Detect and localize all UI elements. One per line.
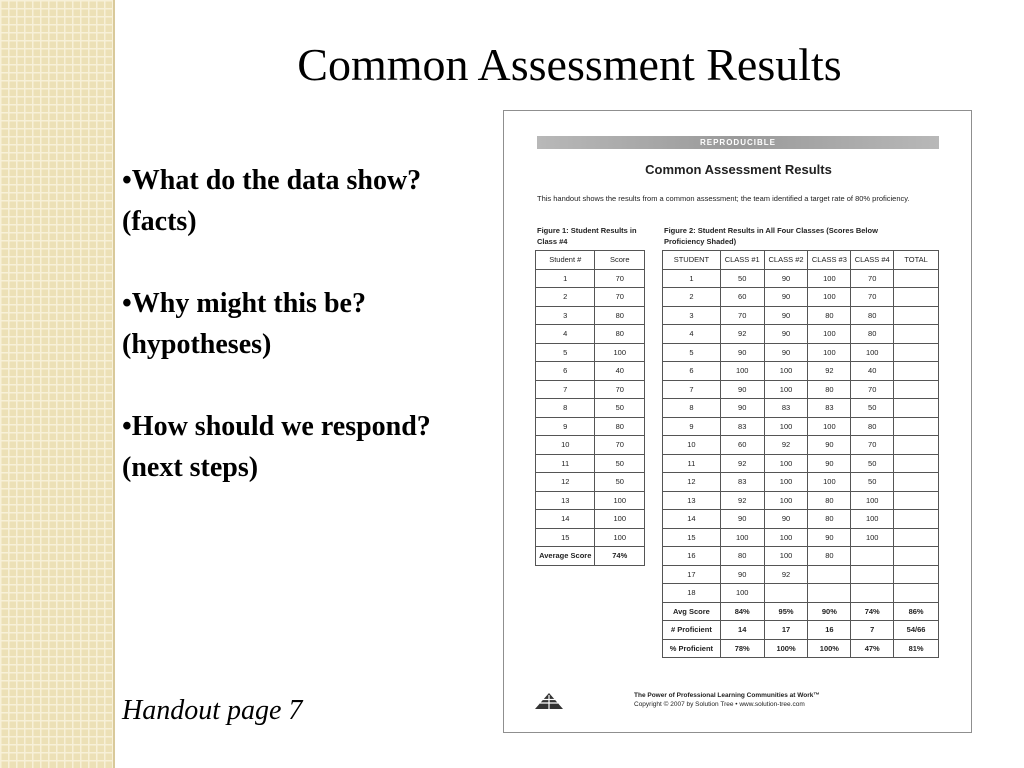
table-cell: 5 bbox=[663, 343, 721, 362]
table-cell: 80 bbox=[808, 306, 851, 325]
handout-page-note: Handout page 7 bbox=[122, 695, 303, 726]
table-cell bbox=[894, 473, 939, 492]
summary-cell: Average Score bbox=[536, 547, 595, 566]
table-row bbox=[663, 343, 939, 362]
table-cell: 8 bbox=[663, 399, 721, 418]
table-row bbox=[536, 325, 645, 344]
table-cell: 100 bbox=[764, 362, 808, 381]
table-cell: 90 bbox=[764, 343, 808, 362]
table-cell bbox=[808, 565, 851, 584]
table-cell: 15 bbox=[663, 528, 721, 547]
bullet-list bbox=[122, 160, 452, 529]
summary-cell: 14 bbox=[720, 621, 764, 640]
column-header: CLASS #3 bbox=[808, 251, 851, 270]
table-cell: 90 bbox=[720, 399, 764, 418]
table-cell: 50 bbox=[851, 473, 894, 492]
table-row bbox=[536, 343, 645, 362]
table-cell: 1 bbox=[536, 269, 595, 288]
summary-cell: 74% bbox=[851, 602, 894, 621]
table-cell: 100 bbox=[764, 454, 808, 473]
table-cell: 100 bbox=[764, 491, 808, 510]
table-cell: 4 bbox=[536, 325, 595, 344]
table-cell: 92 bbox=[764, 436, 808, 455]
column-header: CLASS #1 bbox=[720, 251, 764, 270]
table-cell: 90 bbox=[764, 325, 808, 344]
table-row bbox=[663, 565, 939, 584]
table-cell bbox=[894, 528, 939, 547]
decorative-side-band bbox=[0, 0, 113, 768]
table-row bbox=[536, 417, 645, 436]
table-cell bbox=[894, 362, 939, 381]
table-cell: 50 bbox=[595, 473, 645, 492]
table-cell bbox=[808, 584, 851, 603]
table-cell: 2 bbox=[663, 288, 721, 307]
summary-cell: 100% bbox=[764, 639, 808, 658]
table-cell: 80 bbox=[595, 417, 645, 436]
table-cell: 100 bbox=[808, 325, 851, 344]
handout-title: Common Assessment Results bbox=[645, 162, 832, 177]
table-cell: 100 bbox=[764, 380, 808, 399]
bullet-facts: •What do the data show? (facts) bbox=[122, 165, 422, 237]
figure2-caption: Figure 2: Student Results in All Four Classes (Scores Below Proficiency Shaded) bbox=[664, 226, 878, 246]
table-cell: 11 bbox=[663, 454, 721, 473]
summary-cell: 100% bbox=[808, 639, 851, 658]
table-cell: 40 bbox=[851, 362, 894, 381]
table-cell bbox=[851, 547, 894, 566]
table-cell: 80 bbox=[808, 491, 851, 510]
column-header: Score bbox=[595, 251, 645, 270]
table-cell: 3 bbox=[536, 306, 595, 325]
table-cell: 6 bbox=[663, 362, 721, 381]
table-cell bbox=[894, 269, 939, 288]
table-cell: 10 bbox=[536, 436, 595, 455]
table-cell: 90 bbox=[764, 288, 808, 307]
table-row bbox=[536, 454, 645, 473]
table-cell: 90 bbox=[764, 306, 808, 325]
table-cell: 100 bbox=[720, 584, 764, 603]
table-cell: 8 bbox=[536, 399, 595, 418]
table-cell: 80 bbox=[808, 380, 851, 399]
table-cell bbox=[851, 565, 894, 584]
summary-cell: 86% bbox=[894, 602, 939, 621]
table-row bbox=[663, 306, 939, 325]
table-cell: 70 bbox=[851, 436, 894, 455]
handout-image bbox=[503, 110, 972, 733]
table-cell: 100 bbox=[595, 491, 645, 510]
table-cell: 80 bbox=[595, 325, 645, 344]
table-cell: 80 bbox=[720, 547, 764, 566]
table-cell: 80 bbox=[808, 510, 851, 529]
publisher-line1: The Power of Professional Learning Communities at Work™ bbox=[634, 692, 820, 699]
table-row bbox=[536, 491, 645, 510]
table-cell: 3 bbox=[663, 306, 721, 325]
table-row bbox=[663, 436, 939, 455]
table-cell: 13 bbox=[536, 491, 595, 510]
table-row bbox=[536, 473, 645, 492]
table-cell: 92 bbox=[808, 362, 851, 381]
table-cell: 100 bbox=[851, 491, 894, 510]
table-row bbox=[663, 491, 939, 510]
table-cell bbox=[894, 288, 939, 307]
table-cell: 70 bbox=[720, 306, 764, 325]
table-row bbox=[536, 269, 645, 288]
table-cell: 100 bbox=[595, 528, 645, 547]
table-cell: 70 bbox=[851, 288, 894, 307]
summary-row bbox=[663, 621, 939, 640]
table-cell: 1 bbox=[663, 269, 721, 288]
table-row bbox=[663, 399, 939, 418]
table-cell: 100 bbox=[720, 528, 764, 547]
table-cell: 50 bbox=[851, 399, 894, 418]
table-cell bbox=[894, 510, 939, 529]
table-cell: 70 bbox=[851, 380, 894, 399]
table-row bbox=[663, 454, 939, 473]
table-cell: 92 bbox=[720, 325, 764, 344]
table-row bbox=[663, 417, 939, 436]
table-cell: 9 bbox=[663, 417, 721, 436]
publisher-tree-icon bbox=[534, 692, 564, 712]
table-cell: 90 bbox=[720, 510, 764, 529]
table-cell: 83 bbox=[808, 399, 851, 418]
table-row bbox=[663, 380, 939, 399]
table-cell: 50 bbox=[595, 399, 645, 418]
table-cell: 9 bbox=[536, 417, 595, 436]
table-row bbox=[663, 584, 939, 603]
table-cell: 15 bbox=[536, 528, 595, 547]
table-cell bbox=[894, 399, 939, 418]
table-cell: 92 bbox=[720, 454, 764, 473]
column-header: Student # bbox=[536, 251, 595, 270]
column-header: STUDENT bbox=[663, 251, 721, 270]
table-cell: 100 bbox=[595, 343, 645, 362]
table-cell: 50 bbox=[720, 269, 764, 288]
table-cell: 92 bbox=[720, 491, 764, 510]
summary-cell: 78% bbox=[720, 639, 764, 658]
summary-cell: 95% bbox=[764, 602, 808, 621]
table-row bbox=[536, 510, 645, 529]
table-row bbox=[663, 528, 939, 547]
summary-row bbox=[536, 547, 645, 566]
table-cell: 100 bbox=[764, 528, 808, 547]
slide-title: Common Assessment Results bbox=[297, 39, 842, 90]
table-row bbox=[536, 436, 645, 455]
table-cell: 100 bbox=[851, 343, 894, 362]
table-cell: 70 bbox=[851, 269, 894, 288]
table-cell: 4 bbox=[663, 325, 721, 344]
table-cell: 60 bbox=[720, 436, 764, 455]
table-cell: 92 bbox=[764, 565, 808, 584]
publisher-credit bbox=[634, 691, 820, 709]
table-cell: 90 bbox=[808, 436, 851, 455]
summary-cell: 54/66 bbox=[894, 621, 939, 640]
table-cell bbox=[764, 584, 808, 603]
table-cell: 13 bbox=[663, 491, 721, 510]
table-cell: 100 bbox=[720, 362, 764, 381]
table-row bbox=[536, 306, 645, 325]
figure1-caption: Figure 1: Student Results in Class #4 bbox=[537, 226, 637, 246]
table-cell: 83 bbox=[764, 399, 808, 418]
table-cell: 14 bbox=[663, 510, 721, 529]
table-cell: 100 bbox=[851, 528, 894, 547]
table-cell: 60 bbox=[720, 288, 764, 307]
table-cell: 70 bbox=[595, 436, 645, 455]
table-cell: 90 bbox=[720, 565, 764, 584]
summary-cell: Avg Score bbox=[663, 602, 721, 621]
table-cell bbox=[851, 584, 894, 603]
summary-cell: 84% bbox=[720, 602, 764, 621]
table-row bbox=[663, 269, 939, 288]
table-cell: 90 bbox=[720, 380, 764, 399]
table-cell: 16 bbox=[663, 547, 721, 566]
table-cell: 12 bbox=[663, 473, 721, 492]
table-cell bbox=[894, 325, 939, 344]
table-cell: 50 bbox=[595, 454, 645, 473]
table-cell: 50 bbox=[851, 454, 894, 473]
table-row bbox=[663, 473, 939, 492]
table-cell: 70 bbox=[595, 269, 645, 288]
table-cell: 100 bbox=[595, 510, 645, 529]
summary-cell: 90% bbox=[808, 602, 851, 621]
table-cell bbox=[894, 584, 939, 603]
summary-cell: % Proficient bbox=[663, 639, 721, 658]
table-header-row bbox=[663, 251, 939, 270]
table-cell: 100 bbox=[808, 417, 851, 436]
bullet-hypotheses: •Why might this be? (hypotheses) bbox=[122, 288, 366, 360]
table-cell: 100 bbox=[764, 417, 808, 436]
table-cell: 100 bbox=[808, 269, 851, 288]
table-cell: 100 bbox=[808, 473, 851, 492]
table-row bbox=[663, 362, 939, 381]
summary-cell: 17 bbox=[764, 621, 808, 640]
table-header-row bbox=[536, 251, 645, 270]
summary-cell: # Proficient bbox=[663, 621, 721, 640]
summary-cell: 47% bbox=[851, 639, 894, 658]
side-band-edge bbox=[113, 0, 115, 768]
table-cell: 80 bbox=[851, 325, 894, 344]
table-row bbox=[663, 510, 939, 529]
table-cell bbox=[894, 436, 939, 455]
table-cell: 90 bbox=[808, 528, 851, 547]
table-row bbox=[663, 288, 939, 307]
table-cell: 80 bbox=[851, 306, 894, 325]
table-cell bbox=[894, 491, 939, 510]
summary-cell: 7 bbox=[851, 621, 894, 640]
table-cell bbox=[894, 565, 939, 584]
table-cell: 83 bbox=[720, 417, 764, 436]
summary-cell: 74% bbox=[595, 547, 645, 566]
table-cell: 14 bbox=[536, 510, 595, 529]
table-cell: 70 bbox=[595, 288, 645, 307]
table-row bbox=[663, 325, 939, 344]
table-cell: 100 bbox=[851, 510, 894, 529]
table-cell: 11 bbox=[536, 454, 595, 473]
figure2-table bbox=[662, 250, 939, 658]
table-cell: 90 bbox=[808, 454, 851, 473]
table-cell: 18 bbox=[663, 584, 721, 603]
table-cell: 80 bbox=[851, 417, 894, 436]
table-cell bbox=[894, 547, 939, 566]
summary-row bbox=[663, 639, 939, 658]
table-cell: 100 bbox=[764, 547, 808, 566]
summary-cell: 16 bbox=[808, 621, 851, 640]
table-row bbox=[536, 362, 645, 381]
table-cell: 90 bbox=[720, 343, 764, 362]
bullet-next-steps: •How should we respond? (next steps) bbox=[122, 411, 431, 483]
table-cell: 100 bbox=[808, 288, 851, 307]
table-row bbox=[536, 528, 645, 547]
table-cell: 12 bbox=[536, 473, 595, 492]
table-cell: 80 bbox=[808, 547, 851, 566]
table-cell: 2 bbox=[536, 288, 595, 307]
handout-intro: This handout shows the results from a common assessment; the team identified a target rate of 80% proficiency. bbox=[537, 194, 910, 203]
table-cell: 10 bbox=[663, 436, 721, 455]
table-cell bbox=[894, 380, 939, 399]
table-cell: 100 bbox=[764, 473, 808, 492]
table-cell: 17 bbox=[663, 565, 721, 584]
table-row bbox=[536, 399, 645, 418]
column-header: CLASS #4 bbox=[851, 251, 894, 270]
table-cell: 80 bbox=[595, 306, 645, 325]
table-row bbox=[536, 288, 645, 307]
table-cell bbox=[894, 454, 939, 473]
table-cell: 6 bbox=[536, 362, 595, 381]
table-row bbox=[663, 547, 939, 566]
reproducible-banner: REPRODUCIBLE bbox=[537, 136, 939, 149]
table-cell: 7 bbox=[663, 380, 721, 399]
table-cell: 83 bbox=[720, 473, 764, 492]
publisher-line2: Copyright © 2007 by Solution Tree • www.solution-tree.com bbox=[634, 701, 805, 708]
table-cell bbox=[894, 417, 939, 436]
summary-row bbox=[663, 602, 939, 621]
summary-cell: 81% bbox=[894, 639, 939, 658]
figure1-table bbox=[535, 250, 645, 566]
table-cell: 7 bbox=[536, 380, 595, 399]
table-cell bbox=[894, 343, 939, 362]
table-cell bbox=[894, 306, 939, 325]
column-header: TOTAL bbox=[894, 251, 939, 270]
table-cell: 90 bbox=[764, 269, 808, 288]
table-cell: 70 bbox=[595, 380, 645, 399]
table-cell: 5 bbox=[536, 343, 595, 362]
table-cell: 40 bbox=[595, 362, 645, 381]
table-cell: 100 bbox=[808, 343, 851, 362]
table-row bbox=[536, 380, 645, 399]
table-cell: 90 bbox=[764, 510, 808, 529]
column-header: CLASS #2 bbox=[764, 251, 808, 270]
